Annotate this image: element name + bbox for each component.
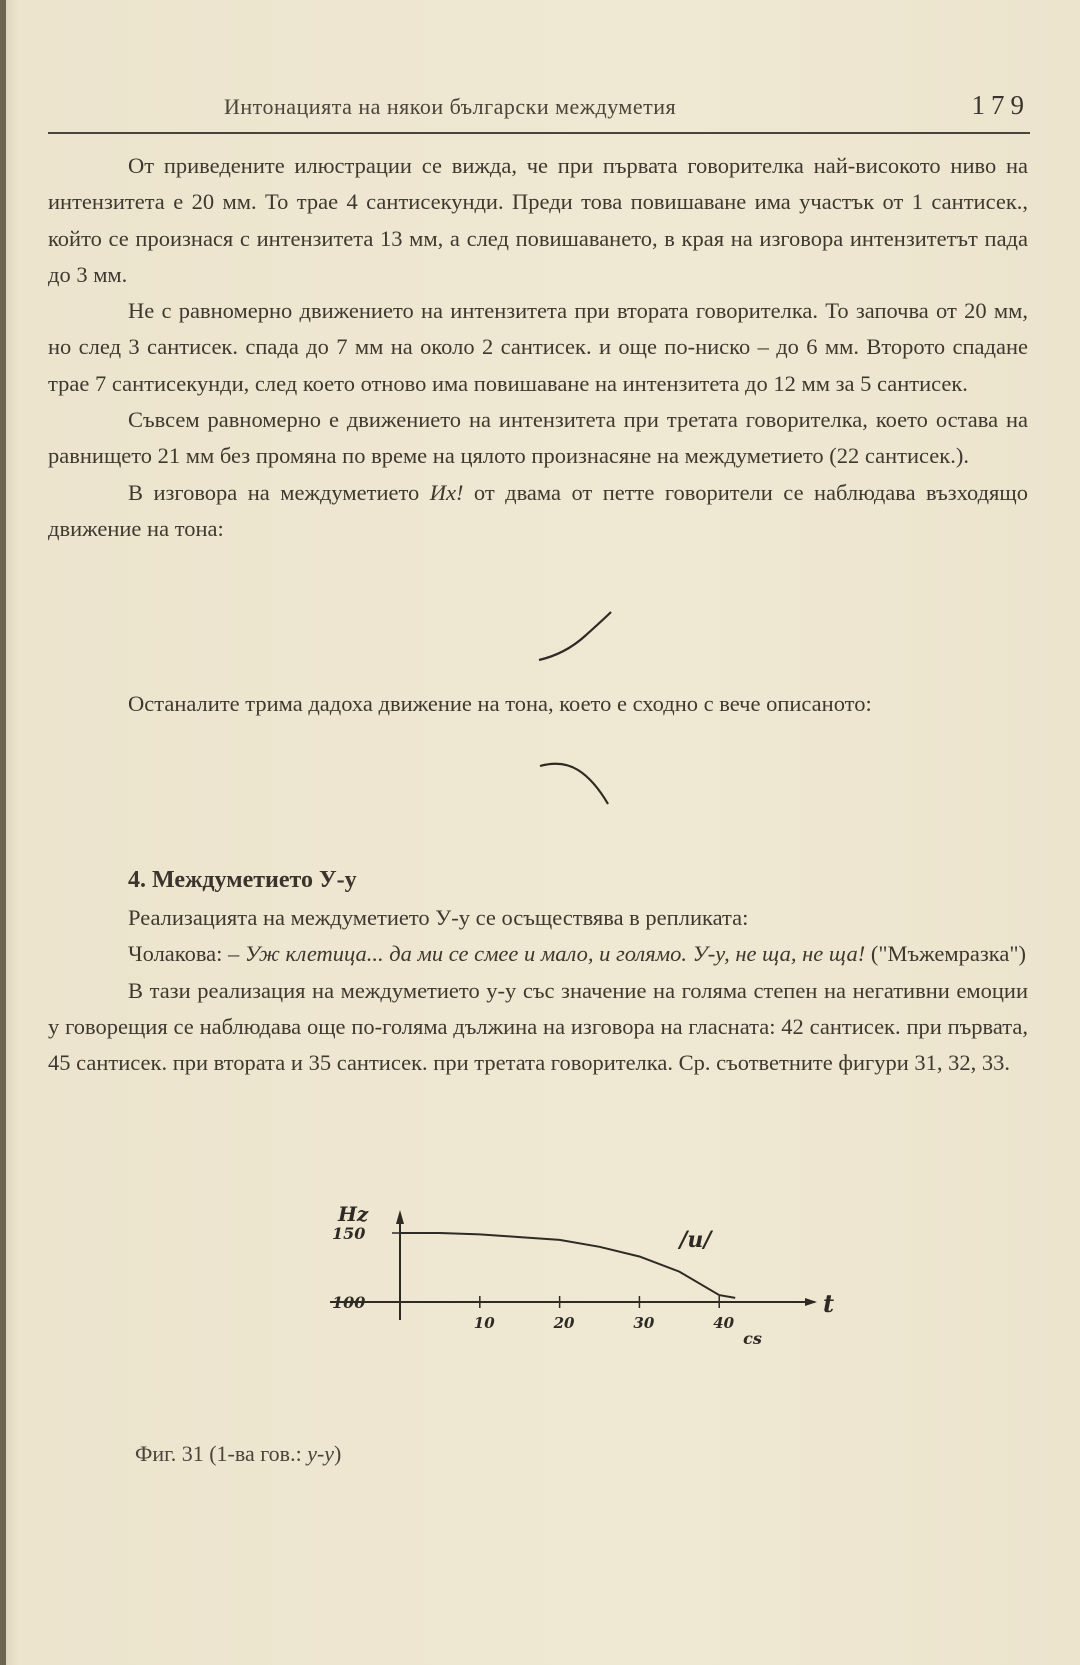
rising-tone-contour — [535, 608, 615, 664]
y-axis-label: Hz — [338, 1205, 369, 1226]
section-quote — [48, 936, 1028, 972]
figure-caption — [135, 1441, 341, 1467]
paragraph-1: От приведените илюстрации се вижда, че при първата говорителка най-високото ниво на интензитета е 20 мм. То трае 4 сантисекунди. Преди това повишаване има участък от 1 сантисек., който се произнася с интензитета 13 мм, а след повишаването, в края на изговора интензитетът пада до 3 мм. — [48, 153, 1028, 287]
x-axis-unit: cs — [743, 1329, 762, 1348]
figure-caption-italic: у-у — [307, 1441, 335, 1466]
body-text-2 — [48, 686, 1028, 722]
x-tick-label-30: 30 — [633, 1314, 655, 1332]
x-tick-label-40: 40 — [713, 1314, 735, 1332]
quote-source: ("Мъжемразка") — [865, 941, 1026, 967]
chart-annotation: /u/ — [679, 1227, 712, 1253]
section-title: 4. Междуметието У-у — [128, 867, 357, 893]
inline-interjection: Их! — [429, 479, 464, 505]
section-paragraph: В тази реализация на междуметието у-у със значение на голяма степен на негативни емоции у говорещия се наблюдава още по-голяма дължина на изговора на гласната: 42 сантисек. при първата, 45 сантисек. при втората и 35 сантисек. при третата говорителка. Ср. съответните фигури 31, 32, 33. — [48, 977, 1028, 1076]
section-line-1: Реализацията на междуметието У-у се осъществява в репликата: — [128, 905, 749, 930]
figure-caption-label: Фиг. 31 (1-ва гов.: — [135, 1441, 308, 1466]
y-tick-label-100: 100 — [332, 1293, 366, 1312]
x-tick-label-20: 20 — [553, 1314, 575, 1332]
quote-text: Уж клетица... да ми се смее и мало, и голямо. У-у, не ща, не ща! — [244, 941, 866, 967]
running-header-title: Интонацията на някои български междуметия — [224, 94, 677, 119]
book-spine-edge — [0, 0, 6, 1665]
paragraph-4-text-after: от двама от петте говорители се наблюдава възходящо движение на тона: — [48, 479, 1028, 541]
paragraph-4-text-before: В изговора на междуметието — [128, 479, 430, 505]
section-text — [48, 900, 1028, 1081]
falling-tone-contour — [538, 758, 612, 808]
figure-31-chart — [330, 1205, 890, 1415]
y-axis-arrow — [396, 1210, 404, 1224]
figure-caption-end: ) — [334, 1441, 342, 1466]
quote-speaker: Чолакова: – — [128, 941, 245, 967]
chart-svg — [330, 1205, 890, 1415]
x-axis-label: t — [823, 1289, 835, 1318]
x-axis-arrow — [805, 1298, 817, 1306]
body-text — [48, 148, 1028, 547]
running-header — [48, 90, 1030, 134]
x-tick-label-10: 10 — [473, 1314, 495, 1332]
paragraph-2: Не с равномерно движението на интензитета при втората говорителка. То започва от 20 мм, но след 3 сантисек. спада до 7 мм на около 2 сантисек. и още по-ниско – до 6 мм. Второто спадане трае 7 сантисекунди, след което отново има повишаване на интензитета до 12 мм за 5 сантисек. — [48, 298, 1028, 396]
paragraph-4 — [48, 475, 1028, 548]
paragraph-5: Останалите трима дадоха движение на тона, което е сходно с вече описаното: — [128, 691, 872, 716]
paragraph-3: Съвсем равномерно е движението на интензитета при третата говорителка, което остава на равнището 21 мм без промяна по време на цялото произнасяне на междуметието (22 сантисек.). — [48, 407, 1028, 469]
page-number: 179 — [971, 90, 1030, 120]
y-tick-label-150: 150 — [332, 1224, 366, 1243]
